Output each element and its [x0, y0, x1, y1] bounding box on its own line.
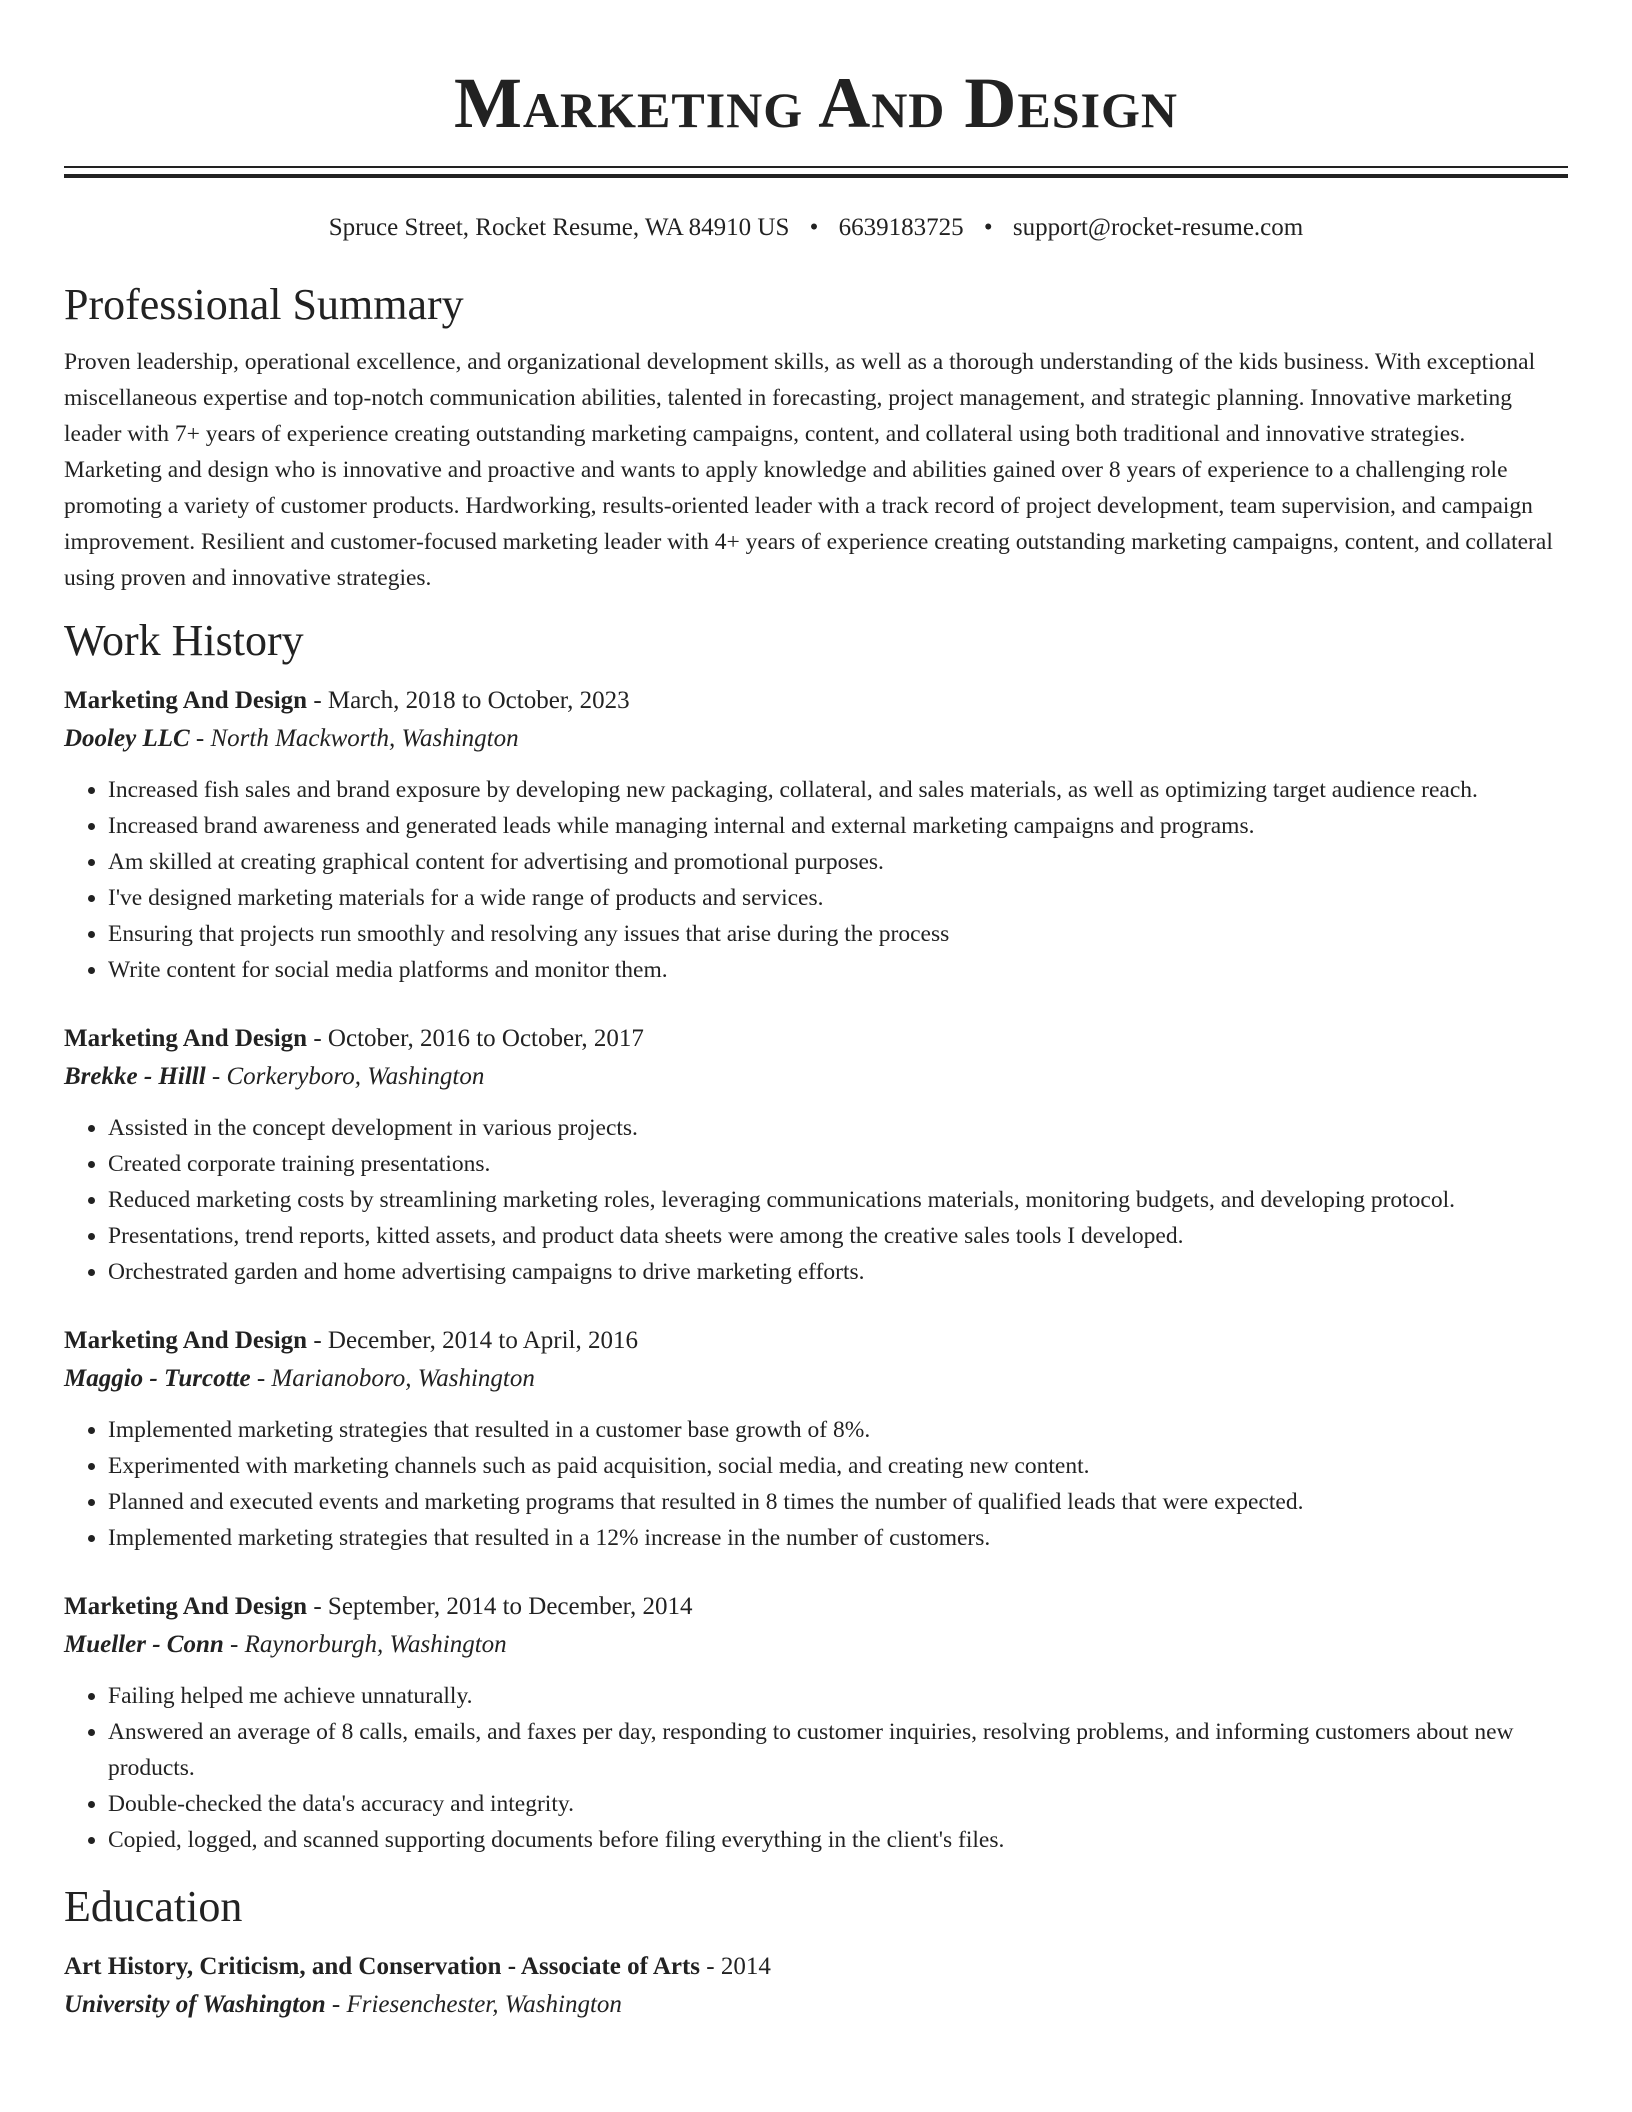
job-bullet: • Ensuring that projects run smoothly and resolving any issues that arise during the process — [108, 916, 1568, 952]
education-school: University of Washington — [64, 1991, 326, 2018]
contact-separator: • — [809, 214, 819, 241]
job-bullet: • Orchestrated garden and home advertising campaigns to drive marketing efforts. — [108, 1254, 1568, 1290]
job-bullet: • Double-checked the data's accuracy and integrity. — [108, 1786, 1568, 1822]
job-entry — [64, 1322, 1568, 1556]
job-bullet: • Answered an average of 8 calls, emails, and faxes per day, responding to customer inquiries, resolving problems, and informing customers about new products. — [108, 1714, 1568, 1786]
education-location: Friesenchester, Washington — [346, 1991, 622, 2018]
contact-separator: • — [983, 214, 993, 241]
dash: - — [189, 725, 211, 752]
job-bullet: • Am skilled at creating graphical content for advertising and promotional purposes. — [108, 844, 1568, 880]
job-location: Raynorburgh, Washington — [244, 1631, 507, 1658]
job-entry — [64, 1020, 1568, 1290]
job-dates: March, 2018 to October, 2023 — [327, 687, 630, 714]
job-header — [64, 1322, 1568, 1360]
job-company-line — [64, 1626, 1568, 1664]
job-bullets — [64, 1678, 1568, 1858]
dash: - — [223, 1631, 245, 1658]
job-bullet: • Experimented with marketing channels such as paid acquisition, social media, and creating new content. — [108, 1448, 1568, 1484]
job-bullet: • Increased brand awareness and generated leads while managing internal and external marketing campaigns and programs. — [108, 808, 1568, 844]
education-year: 2014 — [720, 1953, 771, 1980]
contact-email: support@rocket-resume.com — [1012, 214, 1304, 241]
job-bullet: • Created corporate training presentations. — [108, 1146, 1568, 1182]
job-location: North Mackworth, Washington — [210, 725, 519, 752]
dash: - — [250, 1365, 272, 1392]
job-bullet: • Implemented marketing strategies that resulted in a customer base growth of 8%. — [108, 1412, 1568, 1448]
resume-name: Marketing And Design — [453, 63, 1179, 143]
job-bullet: • Implemented marketing strategies that resulted in a 12% increase in the number of customers. — [108, 1520, 1568, 1556]
job-company: Brekke - Hilll — [64, 1063, 206, 1090]
summary-section — [64, 278, 1568, 596]
job-bullet: • Write content for social media platforms and monitor them. — [108, 952, 1568, 988]
job-bullet: • I've designed marketing materials for a wide range of products and services. — [108, 880, 1568, 916]
job-entry — [64, 682, 1568, 988]
job-company-line — [64, 1360, 1568, 1398]
education-school-line — [64, 1986, 1568, 2024]
work-history-section — [64, 614, 1568, 1858]
education-entry — [64, 1948, 1568, 2024]
job-location: Marianoboro, Washington — [271, 1365, 535, 1392]
job-title: Marketing And Design — [64, 687, 308, 714]
dash: - — [307, 1025, 328, 1052]
job-bullet: • Presentations, trend reports, kitted assets, and product data sheets were among the creative sales tools I developed. — [108, 1218, 1568, 1254]
job-dates: September, 2014 to December, 2014 — [327, 1593, 693, 1620]
summary-heading: Professional Summary — [64, 280, 464, 329]
job-title: Marketing And Design — [64, 1025, 308, 1052]
job-dates: October, 2016 to October, 2017 — [327, 1025, 644, 1052]
job-bullet: • Assisted in the concept development in various projects. — [108, 1110, 1568, 1146]
job-header — [64, 1020, 1568, 1058]
job-entry — [64, 1588, 1568, 1858]
job-header — [64, 682, 1568, 720]
job-bullet: • Copied, logged, and scanned supporting documents before filing everything in the client's files. — [108, 1822, 1568, 1858]
job-company: Maggio - Turcotte — [64, 1365, 251, 1392]
dash: - — [700, 1953, 721, 1980]
education-heading: Education — [64, 1882, 243, 1931]
dash: - — [307, 1327, 328, 1354]
contact-phone: 6639183725 — [838, 214, 964, 241]
job-company-line — [64, 1058, 1568, 1096]
job-company: Mueller - Conn — [64, 1631, 224, 1658]
dash: - — [205, 1063, 227, 1090]
job-bullet: • Increased fish sales and brand exposure by developing new packaging, collateral, and sales materials, as well as optimizing target audience reach. — [108, 772, 1568, 808]
contact-address: Spruce Street, Rocket Resume, WA 84910 US — [328, 214, 790, 241]
job-location: Corkeryboro, Washington — [226, 1063, 485, 1090]
header-rule-thin — [64, 166, 1568, 168]
job-title: Marketing And Design — [64, 1593, 308, 1620]
header-rule-thick — [64, 174, 1568, 178]
job-bullet: • Reduced marketing costs by streamlining marketing roles, leveraging communications materials, monitoring budgets, and developing protocol. — [108, 1182, 1568, 1218]
education-degree: Art History, Criticism, and Conservation - Associate of Arts — [64, 1953, 701, 1980]
job-bullets — [64, 1412, 1568, 1556]
dash: - — [307, 1593, 328, 1620]
work-history-heading: Work History — [64, 616, 304, 665]
job-title: Marketing And Design — [64, 1327, 308, 1354]
job-header — [64, 1588, 1568, 1626]
job-bullets — [64, 772, 1568, 988]
summary-text: Proven leadership, operational excellence, and organizational development skills, as well as a thorough understanding of the kids business. With exceptional miscellaneous expertise and top-notch communication abilities, talented in forecasting, project management, and strategic planning. Innovative marketing leader with 7+ years of experience creating outstanding marketing campaigns, content, and collateral using both traditional and innovative strategies. Marketing and design who is innovative and proactive and wants to apply knowledge and abilities gained over 8 years of experience to a challenging role promoting a variety of customer products. Hardworking, results-oriented leader with a track record of project development, team supervision, and campaign improvement. Resilient and customer-focused marketing leader with 4+ years of experience creating outstanding marketing campaigns, content, and collateral using proven and innovative strategies. — [64, 349, 1553, 591]
education-section — [64, 1880, 1568, 2024]
job-dates: December, 2014 to April, 2016 — [327, 1327, 638, 1354]
job-bullet: • Failing helped me achieve unnaturally. — [108, 1678, 1568, 1714]
contact-line — [64, 212, 1568, 244]
dash: - — [307, 687, 328, 714]
job-bullets — [64, 1110, 1568, 1290]
education-header — [64, 1948, 1568, 1986]
job-company: Dooley LLC — [64, 725, 190, 752]
dash: - — [325, 1991, 347, 2018]
job-company-line — [64, 720, 1568, 758]
job-bullet: • Planned and executed events and marketing programs that resulted in 8 times the number of qualified leads that were expected. — [108, 1484, 1568, 1520]
